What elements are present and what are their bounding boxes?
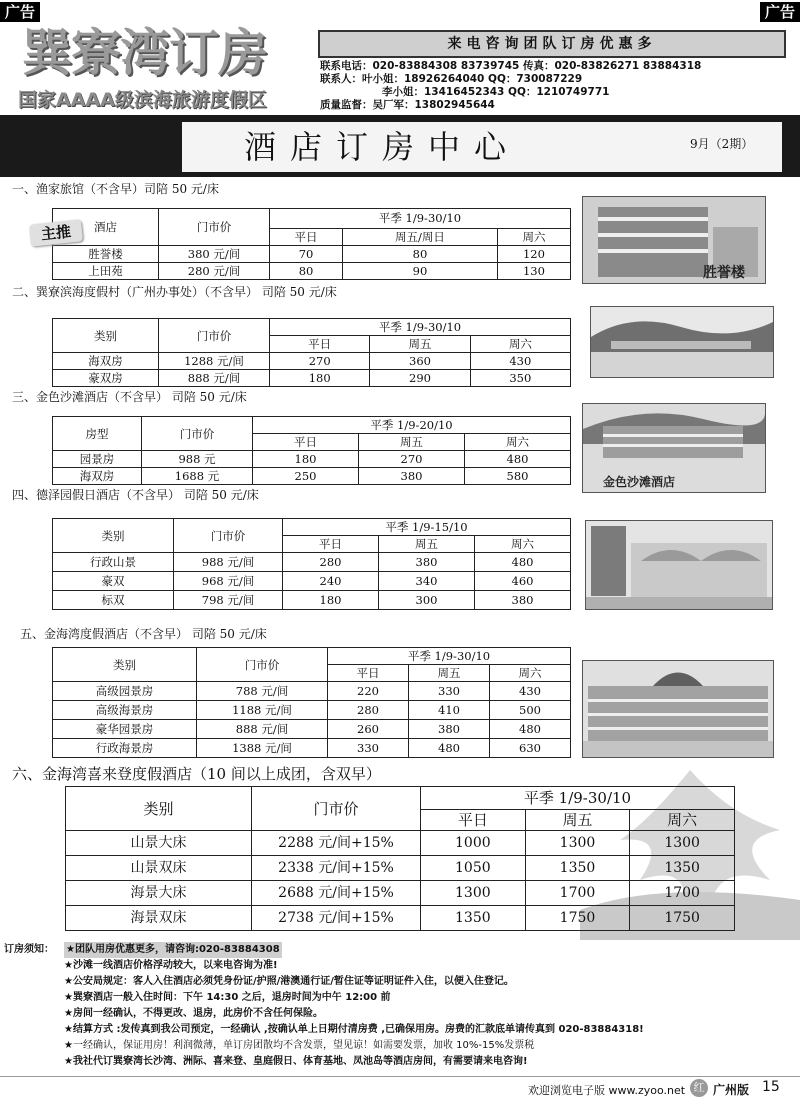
day-header: 周五 [359,434,465,451]
note-item: ★沙滩一线酒店价格浮动较大，以来电咨询为准! [64,960,278,971]
cell-rack: 798 元/间 [174,591,283,610]
cell-price: 1000 [421,831,526,856]
cell-price: 580 [465,468,571,485]
col-header: 类别 [53,648,197,682]
hotel-heading: 二、巽寮滨海度假村（广州办事处）（不含早） 司陪 50 元/床 [12,285,337,299]
cell-room: 豪双 [53,572,174,591]
table-row [66,856,735,881]
cell-room: 豪华园景房 [53,720,197,739]
footer-edition: 广州版 [713,1083,750,1097]
cell-price: 1050 [421,856,526,881]
col-header: 门市价 [142,417,253,451]
price-table [65,786,735,931]
cell-rack: 968 元/间 [174,572,283,591]
hotel-photo [582,196,766,284]
cell-price: 1700 [630,881,735,906]
table-row [53,553,571,572]
col-header: 类别 [53,319,159,353]
cell-price: 430 [490,682,571,701]
cell-price: 380 [475,591,571,610]
cell-price: 350 [470,370,570,387]
cell-price: 480 [475,553,571,572]
note-item: ★我社代订巽寮湾长沙湾、洲际、喜来登、皇庭假日、体育基地、凤池岛等酒店房间，有需要请来电咨询! [64,1056,528,1067]
col-header: 门市价 [174,519,283,553]
cell-price: 630 [490,739,571,758]
day-header: 周五/周日 [343,229,498,246]
cell-room: 山景大床 [66,831,252,856]
cell-price: 180 [253,451,359,468]
featured-badge: 主推 [29,219,83,246]
col-header: 酒店 [53,209,159,246]
cell-price: 80 [270,263,343,280]
day-header: 平日 [283,536,379,553]
cell-room: 行政山景 [53,553,174,572]
cell-rack: 380 元/间 [159,246,270,263]
cell-room: 园景房 [53,451,142,468]
day-header: 平日 [328,665,409,682]
contact-person-ye: 联系人：叶小姐：18926264040 QQ：730087229 [320,73,583,85]
hotel-heading: 三、金色沙滩酒店（不含早） 司陪 50 元/床 [12,390,247,404]
notes-label: 订房须知： [4,944,54,955]
cell-price: 80 [343,246,498,263]
table-row [66,906,735,931]
cell-price: 380 [409,720,490,739]
ad-label-left: 广告 [0,2,40,22]
day-header: 周六 [490,665,571,682]
cell-rack: 988 元 [142,451,253,468]
note-item: ★结算方式 :发传真到我公司预定，一经确认 ,按确认单上日期付清房费 ,已确保用房。房费的汇款底单请传真到 020-83884318! [64,1024,644,1035]
cell-price: 220 [328,682,409,701]
contact-person-li: 李小姐：13416452343 QQ：1210749771 [382,86,610,98]
cell-price: 270 [270,353,370,370]
cell-price: 260 [328,720,409,739]
cell-rack: 1388 元/间 [197,739,328,758]
price-table [52,518,571,610]
day-header: 周六 [470,336,570,353]
cell-price: 1300 [630,831,735,856]
cell-room: 胜誉楼 [53,246,159,263]
cell-price: 330 [409,682,490,701]
season-header: 平季 1/9-30/10 [328,648,571,665]
price-table [52,416,571,485]
season-header: 平季 1/9-15/10 [283,519,571,536]
day-header: 平日 [421,810,526,831]
cell-price: 480 [409,739,490,758]
cell-room: 标双 [53,591,174,610]
note-item: ★巽寮酒店一般入住时间：下午 14:30 之后，退房时间为中午 12:00 前 [64,992,391,1003]
cell-price: 410 [409,701,490,720]
col-header: 类别 [66,787,252,831]
cell-price: 180 [270,370,370,387]
table-row [53,591,571,610]
cell-price: 300 [379,591,475,610]
col-header: 门市价 [159,319,270,353]
cell-price: 1350 [630,856,735,881]
cell-price: 120 [497,246,570,263]
cell-price: 70 [270,246,343,263]
table-row [53,720,571,739]
cell-price: 1750 [525,906,630,931]
table-row [53,451,571,468]
hotel-heading: 五、金海湾度假酒店（不含早） 司陪 50 元/床 [20,627,267,641]
cell-room: 行政海景房 [53,739,197,758]
cell-rack: 988 元/间 [174,553,283,572]
page-number: 15 [762,1079,780,1095]
cell-room: 海景大床 [66,881,252,906]
hotel-photo [582,660,774,758]
promo-banner: 来电咨询团队订房优惠多 [318,30,786,58]
season-header: 平季 1/9-30/10 [270,209,571,229]
day-header: 周六 [630,810,735,831]
cell-price: 270 [359,451,465,468]
quality-supervisor: 质量监督：吴厂军：13802945644 [320,99,495,111]
hotel-photo [582,403,766,493]
hotel-photo [585,520,773,610]
cell-price: 500 [490,701,571,720]
season-header: 平季 1/9-20/10 [253,417,571,434]
day-header: 周五 [370,336,470,353]
col-header: 门市价 [159,209,270,246]
table-row [66,881,735,906]
day-header: 周五 [525,810,630,831]
table-row [53,739,571,758]
cell-price: 90 [343,263,498,280]
cell-price: 430 [470,353,570,370]
footer-site: 欢迎浏览电子版 www.zyoo.net [528,1084,686,1097]
cell-rack: 888 元/间 [197,720,328,739]
col-header: 房型 [53,417,142,451]
note-item: ★房间一经确认，不得更改、退房，此房价不含任何保险。 [64,1008,323,1019]
cell-room: 海双房 [53,353,159,370]
contact-phone-line: 联系电话：020-83884308 83739745 传真：020-83826271 83884318 [320,60,702,72]
table-row [53,246,571,263]
table-row [53,263,571,280]
cell-rack: 2688 元/间+15% [252,881,421,906]
cell-rack: 1688 元 [142,468,253,485]
table-row [53,370,571,387]
cell-rack: 280 元/间 [159,263,270,280]
price-table [52,647,571,758]
col-header: 门市价 [252,787,421,831]
cell-price: 460 [475,572,571,591]
note-item: ★公安局规定：客人入住酒店必须凭身份证/护照/港澳通行证/暂住证等证明证件入住，以便入住登记。 [64,976,514,987]
hotel-heading: 四、德泽园假日酒店（不含早） 司陪 50 元/床 [12,488,259,502]
cell-rack: 2288 元/间+15% [252,831,421,856]
cell-price: 240 [283,572,379,591]
day-header: 平日 [270,336,370,353]
cell-price: 1700 [525,881,630,906]
day-header: 周六 [475,536,571,553]
table-row [66,831,735,856]
cell-price: 1350 [421,906,526,931]
cell-rack: 1188 元/间 [197,701,328,720]
photo-caption: 胜誉楼 [703,265,745,281]
day-header: 平日 [253,434,359,451]
cell-rack: 2338 元/间+15% [252,856,421,881]
season-header: 平季 1/9-30/10 [270,319,571,336]
cell-room: 高级海景房 [53,701,197,720]
cell-price: 180 [283,591,379,610]
cell-price: 480 [465,451,571,468]
cell-price: 480 [490,720,571,739]
cell-price: 340 [379,572,475,591]
brand-logo: 巽寮湾订房 [22,24,267,82]
cell-price: 280 [283,553,379,572]
cell-price: 360 [370,353,470,370]
price-table [52,318,571,387]
day-header: 周五 [379,536,475,553]
season-header: 平季 1/9-30/10 [421,787,735,810]
table-row [53,572,571,591]
cell-price: 1350 [525,856,630,881]
table-row [53,701,571,720]
table-row [53,682,571,701]
cell-room: 山景双床 [66,856,252,881]
cell-room: 豪双房 [53,370,159,387]
hotel-heading: 六、金海湾喜来登度假酒店（10 间以上成团，含双早） [12,765,381,783]
cell-room: 海景双床 [66,906,252,931]
cell-rack: 2738 元/间+15% [252,906,421,931]
cell-rack: 888 元/间 [159,370,270,387]
table-row [53,468,571,485]
cell-price: 1300 [525,831,630,856]
hotel-photo [590,306,774,378]
cell-price: 130 [497,263,570,280]
brand-subtitle: 国家AAAA级滨海旅游度假区 [18,89,267,111]
day-header: 周五 [409,665,490,682]
cell-price: 290 [370,370,470,387]
col-header: 类别 [53,519,174,553]
issue-label: 9月（2期） [690,137,754,151]
cell-room: 高级园景房 [53,682,197,701]
cell-rack: 1288 元/间 [159,353,270,370]
cell-price: 1300 [421,881,526,906]
footer-logo-icon: 红 [690,1079,708,1097]
note-item: ★一经确认，保证用房！利润微薄，单订房团散均不含发票，望见谅！如需要发票，加收 10%-15%发票税 [64,1040,535,1051]
cell-room: 海双房 [53,468,142,485]
page-title: 酒店订房中心 [243,128,520,166]
day-header: 周六 [497,229,570,246]
cell-price: 380 [359,468,465,485]
hotel-heading: 一、渔家旅馆（不含早）司陪 50 元/床 [12,182,219,196]
cell-price: 250 [253,468,359,485]
cell-room: 上田苑 [53,263,159,280]
cell-price: 1750 [630,906,735,931]
cell-price: 280 [328,701,409,720]
price-table [52,208,571,280]
ad-label-right: 广告 [760,2,800,22]
cell-price: 330 [328,739,409,758]
col-header: 门市价 [197,648,328,682]
day-header: 周六 [465,434,571,451]
cell-rack: 788 元/间 [197,682,328,701]
day-header: 平日 [270,229,343,246]
cell-price: 380 [379,553,475,572]
photo-caption: 金色沙滩酒店 [603,475,676,489]
table-row [53,353,571,370]
note-item: ★团队用房优惠更多，请咨询:020-83884308 [64,942,282,958]
